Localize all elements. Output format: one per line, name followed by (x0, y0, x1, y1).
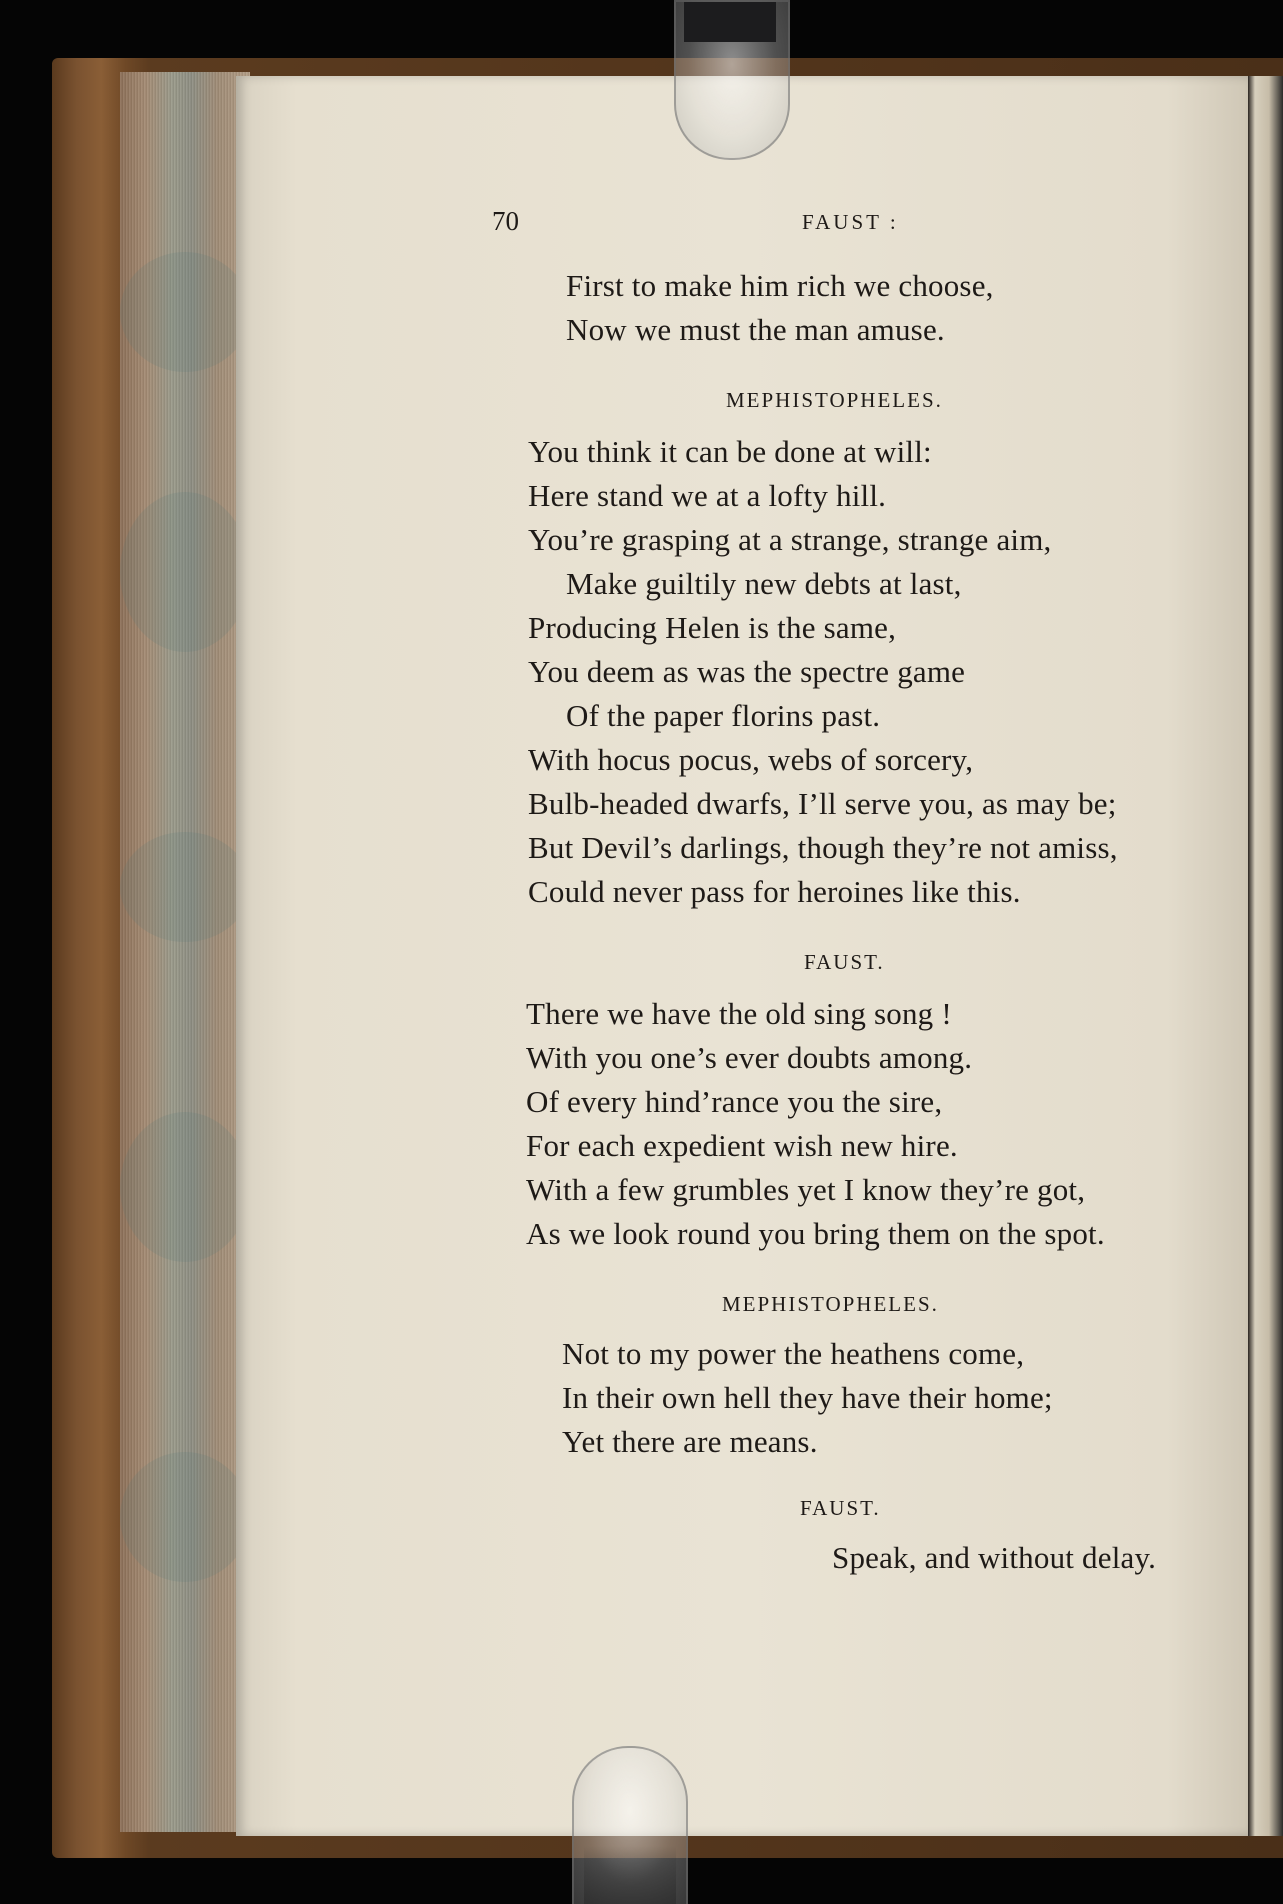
speaker-heading: FAUST. (800, 1496, 881, 1520)
verse-line: Here stand we at a lofty hill. (528, 478, 887, 513)
verse-line: Of the paper florins past. (566, 698, 881, 733)
page-edges (120, 72, 250, 1832)
running-head: FAUST : (802, 210, 899, 234)
marbling-mark (120, 492, 250, 652)
verse-line: There we have the old sing song ! (526, 996, 952, 1031)
marbling-mark (120, 252, 250, 372)
verse-line: With a few grumbles yet I know they’re got, (526, 1172, 1086, 1207)
verse-line: Not to my power the heathens come, (562, 1336, 1025, 1371)
verse-line: Bulb-headed dwarfs, I’ll serve you, as may be; (528, 786, 1117, 821)
verse-line: With you one’s ever doubts among. (526, 1040, 973, 1075)
verse-line: In their own hell they have their home; (562, 1380, 1053, 1415)
marbling-mark (120, 1112, 250, 1262)
verse-line: You deem as was the spectre game (528, 654, 966, 689)
speaker-heading: MEPHISTOPHELES. (722, 1292, 939, 1316)
speaker-heading: FAUST. (804, 950, 885, 974)
verse-line: Of every hind’rance you the sire, (526, 1084, 943, 1119)
verse-line: Speak, and without delay. (832, 1540, 1157, 1575)
verse-line: Now we must the man amuse. (566, 312, 945, 347)
speaker-heading: MEPHISTOPHELES. (726, 388, 943, 412)
marbling-mark (120, 832, 250, 942)
verse-line: Make guiltily new debts at last, (566, 566, 962, 601)
verse-line: Could never pass for heroines like this. (528, 874, 1021, 909)
verse-line: As we look round you bring them on the spot. (526, 1216, 1105, 1251)
verse-line: With hocus pocus, webs of sorcery, (528, 742, 974, 777)
page-number: 70 (492, 206, 519, 236)
page-holder-clip-bottom (572, 1746, 688, 1904)
verse-line: For each expedient wish new hire. (526, 1128, 958, 1163)
verse-line: Yet there are means. (562, 1424, 818, 1459)
page-holder-clip-top (674, 0, 790, 160)
verse-line: Producing Helen is the same, (528, 610, 897, 645)
verse-line: You think it can be done at will: (528, 434, 932, 469)
verse-line: First to make him rich we choose, (566, 268, 994, 303)
facing-page-edge (1248, 76, 1283, 1836)
marbling-mark (120, 1452, 250, 1582)
verse-line: But Devil’s darlings, though they’re not amiss, (528, 830, 1118, 865)
verse-line: You’re grasping at a strange, strange aim, (528, 522, 1052, 557)
